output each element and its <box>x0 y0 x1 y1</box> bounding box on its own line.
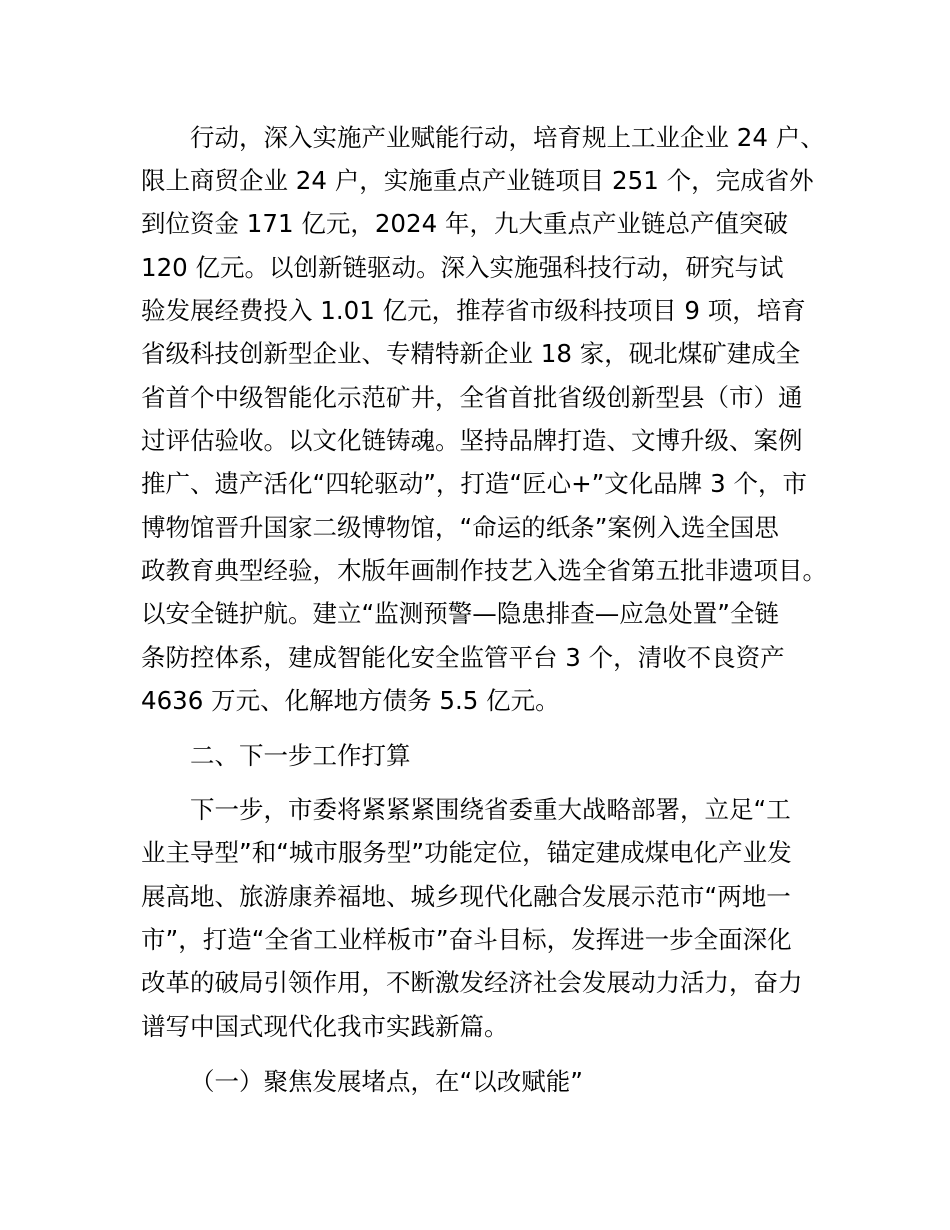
paragraph-1-line: 省首个中级智能化示范矿井，全省首批省级创新型县（市）通 <box>141 383 803 412</box>
paragraph-2-line: 展高地、旅游康养福地、城乡现代化融合发展示范市“两地一 <box>141 882 791 911</box>
paragraph-1-line: 行动，深入实施产业赋能行动，培育规上工业企业 24 户、 <box>190 123 825 152</box>
subsection-heading: （一）聚焦发展堵点，在“以改赋能” <box>190 1067 583 1096</box>
paragraph-1-line: 省级科技创新型企业、专精特新企业 18 家，砚北煤矿建成全 <box>141 339 801 368</box>
paragraph-1-line: 博物馆晋升国家二级博物馆，“命运的纸条”案例入选全国思 <box>141 513 779 542</box>
paragraph-1-line: 120 亿元。以创新链驱动。深入实施强科技行动，研究与试 <box>141 253 784 282</box>
paragraph-1-line: 验发展经费投入 1.01 亿元，推荐省市级科技项目 9 项，培育 <box>141 296 806 325</box>
paragraph-1-line: 过评估验收。以文化链铸魂。坚持品牌打造、文博升级、案例 <box>141 426 803 455</box>
paragraph-2-line: 谱写中国式现代化我市实践新篇。 <box>141 1012 509 1041</box>
paragraph-2-line: 市”，打造“全省工业样板市”奋斗目标，发挥进一步全面深化 <box>141 925 792 954</box>
paragraph-2-line: 下一步，市委将紧紧紧围绕省委重大战略部署，立足“工 <box>190 795 791 824</box>
section-heading: 二、下一步工作打算 <box>190 741 411 770</box>
paragraph-1-line: 限上商贸企业 24 户，实施重点产业链项目 251 个，完成省外 <box>141 166 814 195</box>
paragraph-1-line: 推广、遗产活化“四轮驱动”，打造“匠心+”文化品牌 3 个，市 <box>141 469 807 498</box>
paragraph-1-line: 以安全链护航。建立“监测预警—隐患排查—应急处置”全链 <box>141 599 779 628</box>
paragraph-1-line: 政教育典型经验，木版年画制作技艺入选全省第五批非遗项目。 <box>141 556 827 585</box>
paragraph-2-line: 业主导型”和“城市服务型”功能定位，锚定建成煤电化产业发 <box>141 838 792 867</box>
paragraph-1-line: 到位资金 171 亿元，2024 年，九大重点产业链总产值突破 <box>141 209 788 238</box>
paragraph-1-line: 条防控体系，建成智能化安全监管平台 3 个，清收不良资产 <box>141 643 785 672</box>
paragraph-2-line: 改革的破局引领作用，不断激发经济社会发展动力活力，奋力 <box>141 968 803 997</box>
paragraph-1-line: 4636 万元、化解地方债务 5.5 亿元。 <box>141 686 560 715</box>
